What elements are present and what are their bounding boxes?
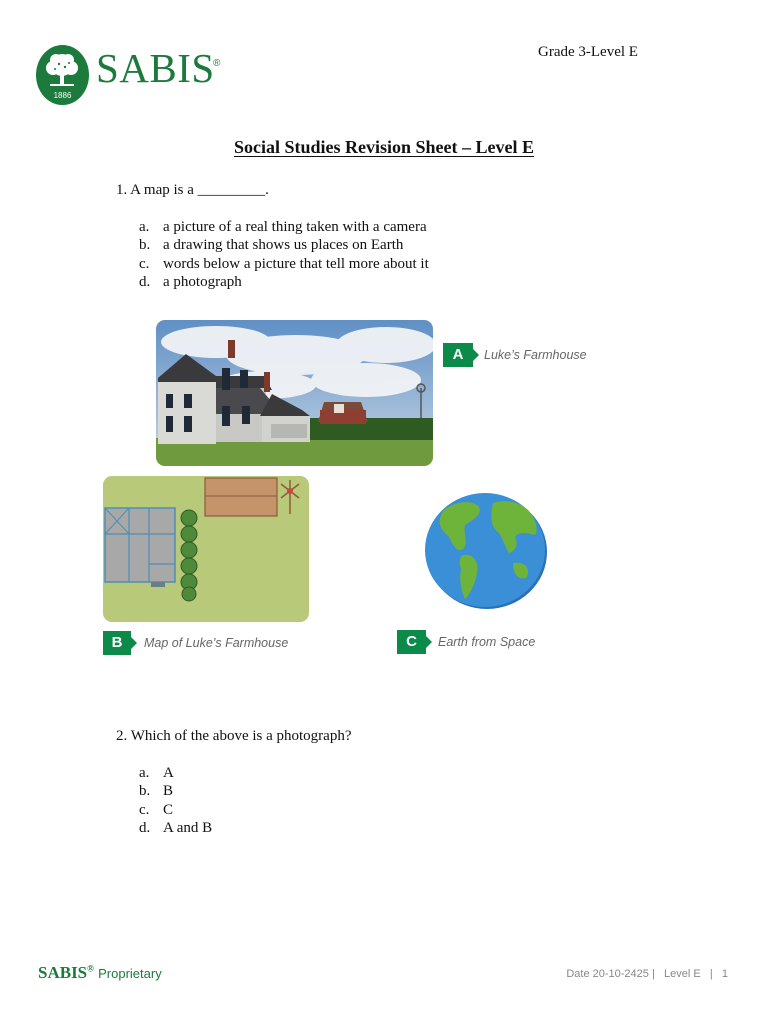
farmhouse-photo bbox=[156, 320, 433, 466]
option-text: a drawing that shows us places on Earth bbox=[163, 237, 404, 254]
option-letter: a. bbox=[139, 765, 150, 781]
question-2-options bbox=[139, 764, 339, 837]
image-c-caption: Earth from Space bbox=[438, 635, 536, 649]
question-1-prompt: 1. A map is a _________. bbox=[116, 182, 269, 198]
option-letter: c. bbox=[139, 801, 150, 818]
logo-registered-mark: ® bbox=[213, 58, 221, 69]
footer-brand-sub: Proprietary bbox=[98, 966, 162, 981]
logo-wordmark: SABIS bbox=[96, 45, 215, 91]
earth-illustration bbox=[423, 491, 549, 611]
option-item bbox=[139, 819, 339, 837]
option-item bbox=[139, 218, 539, 236]
option-text: B bbox=[163, 783, 174, 800]
page-title-text: Social Studies Revision Sheet – Level E bbox=[233, 137, 534, 157]
option-text: A and B bbox=[163, 819, 213, 836]
image-b-caption: Map of Luke’s Farmhouse bbox=[144, 636, 289, 650]
option-item bbox=[139, 273, 539, 291]
image-a-tag: A bbox=[443, 343, 473, 367]
option-text: C bbox=[163, 801, 174, 818]
option-item bbox=[139, 255, 539, 273]
image-c-tag: C bbox=[397, 630, 426, 654]
tree-emblem-icon bbox=[36, 45, 89, 105]
option-letter: a. bbox=[139, 219, 150, 235]
option-item bbox=[139, 801, 339, 819]
option-letter: b. bbox=[139, 237, 151, 254]
option-item bbox=[139, 764, 339, 782]
option-letter: d. bbox=[139, 819, 151, 836]
image-b-tag: B bbox=[103, 631, 131, 655]
image-a-caption: Luke’s Farmhouse bbox=[484, 348, 587, 362]
option-text: a photograph bbox=[163, 273, 242, 290]
option-letter: d. bbox=[139, 273, 151, 290]
option-text: words below a picture that tell more about it bbox=[163, 255, 429, 272]
option-item bbox=[139, 236, 539, 254]
page-title bbox=[0, 137, 768, 158]
footer-brand-name: SABIS bbox=[38, 963, 88, 982]
farmhouse-map bbox=[103, 476, 309, 622]
grade-level: Grade 3-Level E bbox=[538, 44, 638, 60]
footer-brand-reg: ® bbox=[87, 963, 94, 974]
option-text: a picture of a real thing taken with a camera bbox=[163, 219, 427, 235]
option-item bbox=[139, 782, 339, 800]
footer-meta: Date 20-10-2425 | Level E | 1 bbox=[566, 968, 728, 980]
logo-year: 1886 bbox=[53, 91, 72, 100]
question-2-prompt: 2. Which of the above is a photograph? bbox=[116, 728, 352, 744]
sabis-logo bbox=[36, 45, 226, 107]
option-letter: c. bbox=[139, 255, 150, 272]
option-letter: b. bbox=[139, 783, 151, 800]
option-text: A bbox=[163, 765, 174, 781]
question-1-options bbox=[139, 218, 539, 291]
